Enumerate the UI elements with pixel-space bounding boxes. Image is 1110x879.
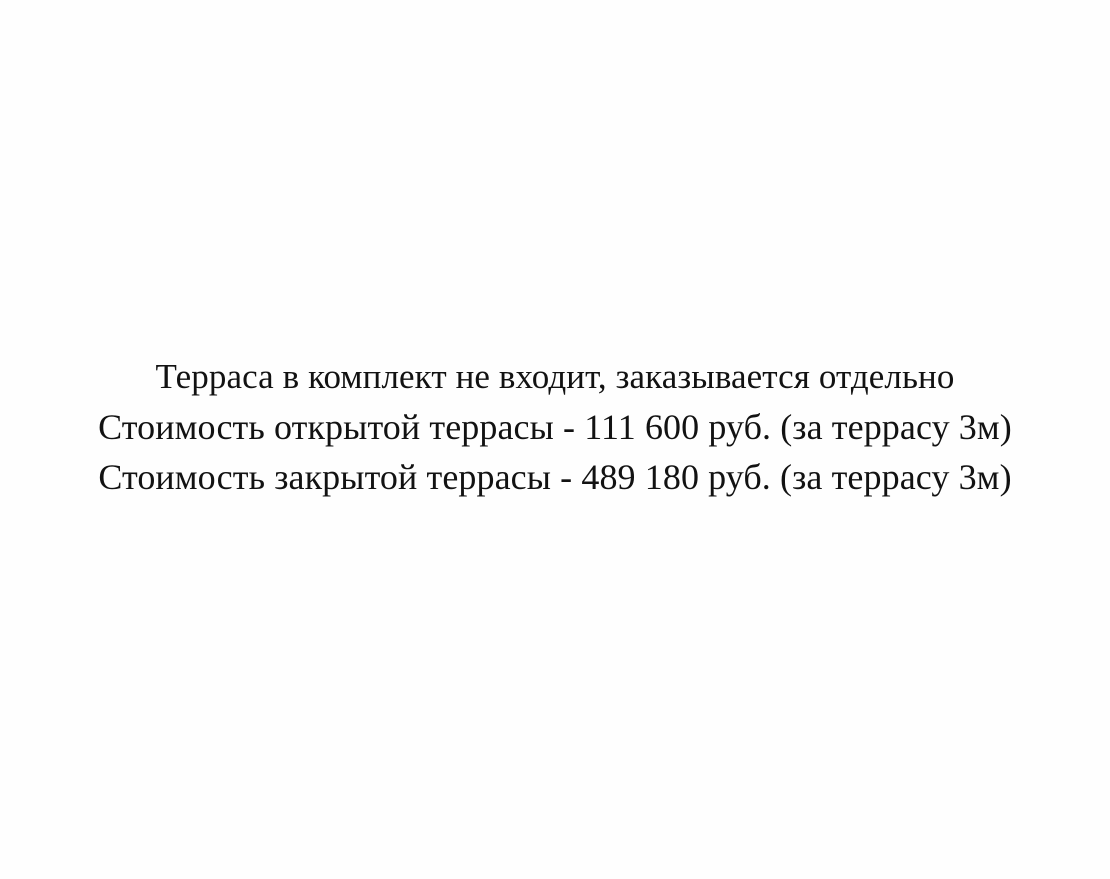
note-line-closed-terrace-price: Стоимость закрытой террасы - 489 180 руб. (за террасу 3м) xyxy=(98,457,1012,497)
terrace-pricing-note xyxy=(0,352,1110,502)
note-line-availability: Терраса в комплект не входит, заказывается отдельно xyxy=(155,357,955,396)
note-line-open-terrace-price: Стоимость открытой террасы - 111 600 руб. (за террасу 3м) xyxy=(98,407,1012,447)
